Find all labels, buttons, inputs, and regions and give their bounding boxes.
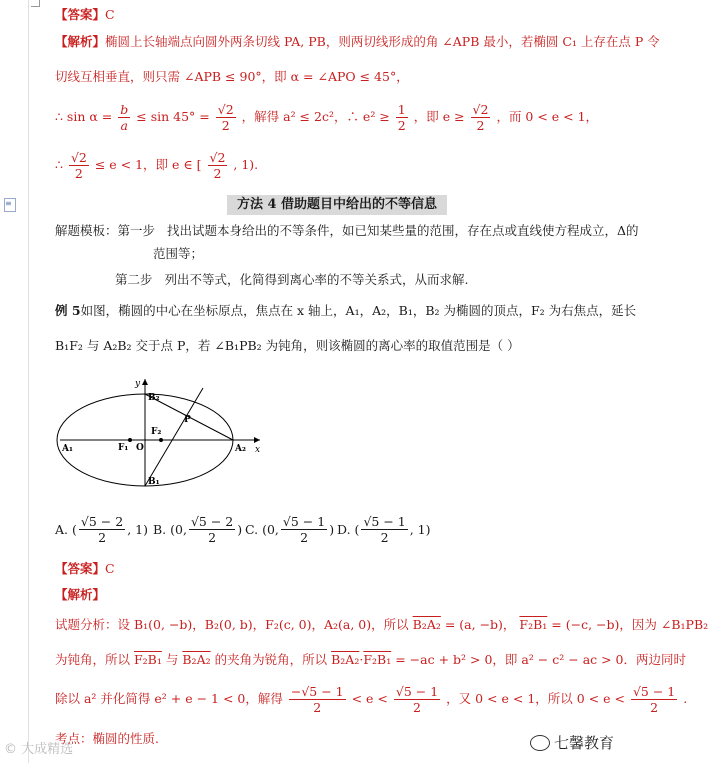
analysis-1-line-4: ∴ $\frac{√2}{2}$ ≤ e < 1，即 e ∈ [ $\frac{√2}{2}$ , 1). bbox=[55, 150, 259, 181]
analysis-2-line-4: 考点：椭圆的性质. bbox=[55, 731, 159, 746]
option-c[interactable]: C. (0, $\frac{√5 - 1}{2}$ ) bbox=[245, 514, 335, 545]
watermark-right-text: 七馨教育 bbox=[554, 734, 615, 752]
analysis-2-line-2: 为钝角，所以 F₂B₁ 与 B₂A₂ 的夹角为锐角，所以 B₂A₂·F₂B₁ = −ac + b² > 0，即 a² − c² − ac > 0．两边同时 bbox=[55, 652, 687, 667]
analysis-2-line-3: 除以 a² 并化简得 e² + e − 1 < 0，解得 $\frac{-√5 - 1}{2}$ < e < $\frac{√5 - 1}{2}$ ，又 0 < e < 1，所以 0 < e < $\frac{√5 - 1}{2}$ . bbox=[55, 684, 688, 715]
x-axis-arrow bbox=[254, 437, 260, 443]
watermark-left: © 大成精选 bbox=[4, 742, 74, 757]
template-step-2: 第二步 列出不等式，化简得到离心率的不等关系式，从而求解. bbox=[115, 272, 469, 287]
option-d[interactable]: D. ( $\frac{√5 - 1}{2}$ , 1) bbox=[337, 514, 431, 545]
example-line-1: 例 5如图，椭圆的中心在坐标原点，焦点在 x 轴上，A₁，A₂，B₁，B₂ 为椭圆的顶点，F₂ 为右焦点，延长 bbox=[55, 303, 637, 318]
label-a2: A₂ bbox=[235, 444, 246, 454]
crop-mark bbox=[31, 0, 40, 7]
label-o: O bbox=[136, 443, 144, 453]
method-title: 方法 4 借助题目中给出的不等信息 bbox=[227, 195, 447, 215]
analysis-1-line-1: 【解析】椭圆上长轴端点向圆外两条切线 PA, PB，则两切线形成的角 ∠APB 最小，若椭圆 C₁ 上存在点 P 令 bbox=[55, 34, 660, 49]
ellipse-figure bbox=[55, 376, 265, 488]
wechat-logo-icon bbox=[530, 735, 550, 751]
analysis-1-line-3: ∴ sin α = $\frac{b}{a}$ ≤ sin 45° = $\frac{√2}{2}$ ，解得 a² ≤ 2c²，∴ e² ≥ $\frac{1}{2}$ ，即 e ≥ $\frac{√2}{2}$ ，而 0 < e < 1， bbox=[55, 102, 599, 133]
label-f2: F₂ bbox=[151, 427, 162, 437]
label-p: P bbox=[184, 415, 191, 425]
analysis-1-line-2: 切线互相垂直，则只需 ∠APB ≤ 90°，即 α = ∠APO ≤ 45°， bbox=[55, 69, 409, 84]
label-b2: B₂ bbox=[148, 393, 160, 403]
document-page bbox=[28, 0, 708, 763]
watermark-right bbox=[530, 732, 614, 753]
template-step-1: 解题模板：第一步 找出试题本身给出的不等条件，如已知某些量的范围，存在点或直线使方程成立，Δ的 bbox=[55, 223, 639, 238]
option-b[interactable]: B. (0, $\frac{√5 - 2}{2}$ ) bbox=[153, 514, 243, 545]
example-line-2: B₁F₂ 与 A₂B₂ 交于点 P，若 ∠B₁PB₂ 为钝角，则该椭圆的离心率的取值范围是（ ） bbox=[55, 338, 520, 353]
analysis-2-line-1: 试题分析：设 B₁(0, −b)，B₂(0, b)，F₂(c, 0)，A₂(a, 0)，所以 B₂A₂ = (a, −b)， F₂B₁ = (−c, −b)，因为 ∠B₁PB₂ bbox=[55, 617, 708, 632]
point-f1 bbox=[128, 438, 132, 442]
label-a1: A₁ bbox=[62, 444, 73, 454]
template-step-1-cont: 范围等； bbox=[153, 246, 204, 261]
label-y: y bbox=[135, 379, 141, 389]
margin-doc-icon: ≡ bbox=[4, 198, 16, 212]
y-axis-arrow bbox=[142, 379, 148, 385]
answer-2: 【答案】C bbox=[55, 561, 115, 576]
label-b1: B₁ bbox=[148, 477, 160, 487]
label-x: x bbox=[255, 445, 261, 455]
option-a[interactable]: A. ( $\frac{√5 - 2}{2}$ , 1) bbox=[55, 514, 148, 545]
answer-1: 【答案】C bbox=[55, 7, 115, 22]
analysis-2-label: 【解析】 bbox=[55, 587, 106, 602]
point-f2 bbox=[159, 438, 163, 442]
label-f1: F₁ bbox=[118, 443, 129, 453]
